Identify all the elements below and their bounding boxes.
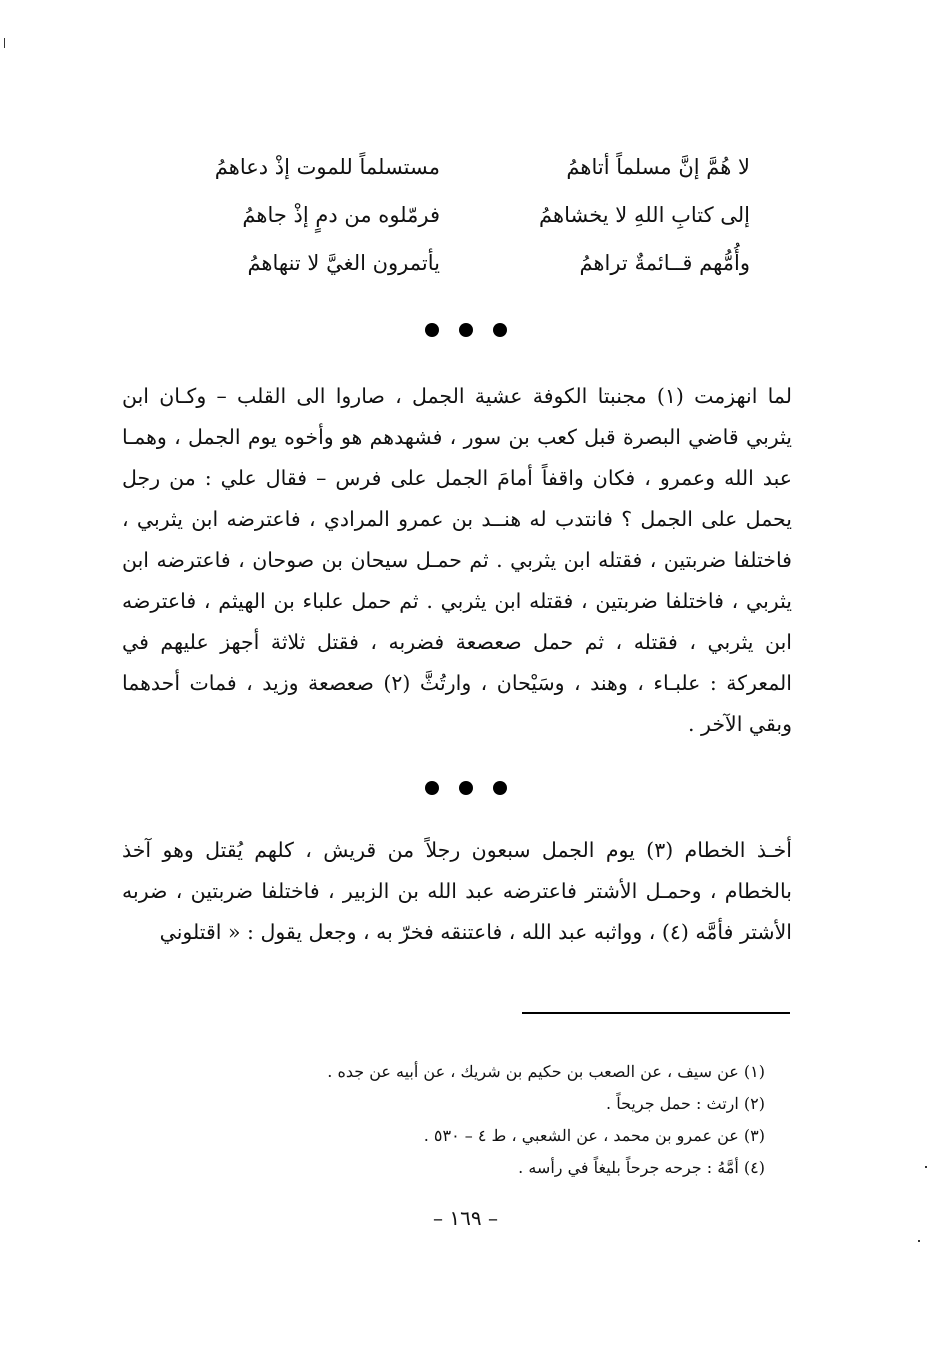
poem-verses: [190, 143, 750, 287]
footnote: (٣) عن عمرو بن محمد ، عن الشعبي ، ط ٤ – ٥٣٠ .: [423, 1126, 765, 1145]
footnote: (٢) ارتث : حمل جريحاً .: [606, 1094, 765, 1113]
footnotes: [240, 1056, 765, 1184]
verse-second-hemistich: فرمّلوه من دمٍ إذْ جاهمُ: [242, 203, 440, 227]
verse-first-hemistich: وأُمُّهم قــائمةٌ تراهمُ: [579, 251, 750, 275]
verse-line: [190, 191, 750, 239]
scan-mark: [4, 38, 5, 48]
verse-second-hemistich: يأتمرون الغيَّ لا تنهاهمُ: [247, 251, 440, 275]
separator-dot: [459, 781, 473, 795]
footnote: (١) عن سيف ، عن الصعب بن حكيم بن شريك ، عن أبيه عن جده .: [327, 1062, 765, 1081]
scan-mark: [925, 1166, 927, 1168]
footnote-divider: [522, 1012, 790, 1014]
paragraph-text: أخـذ الخطام (٣) يوم الجمل سبعون رجلاً من قريش ، كلهم يُقتل وهو آخذ بالخطام ، وحمـل الأشتر فاعترضه عبد الله بن الزبير ، فاختلفا ضربتين ، ضربه الأشتر فأمَّه (٤) ، وواثبه عبد الله ، فاعتنقه فخرّ به ، وجعل يقول : « اقتلوني: [122, 838, 792, 944]
separator-dot: [425, 781, 439, 795]
separator-dot: [425, 323, 439, 337]
separator-dot: [493, 781, 507, 795]
page-number: – ١٦٩ –: [433, 1206, 498, 1230]
verse-first-hemistich: إلى كتابِ اللهِ لا يخشاهمُ: [539, 203, 750, 227]
verse-line: [190, 143, 750, 191]
scan-mark: [918, 1240, 920, 1242]
section-separator: [0, 776, 931, 801]
separator-dot: [493, 323, 507, 337]
paragraph-khitam: [122, 830, 792, 953]
section-separator: [0, 318, 931, 343]
separator-dot: [459, 323, 473, 337]
footnote: (٤) أمَّهُ : جرحه جرحاً بليغاً في رأسه .: [518, 1158, 765, 1177]
verse-line: [190, 239, 750, 287]
verse-second-hemistich: مستسلماً للموت إذْ دعاهمُ: [214, 155, 440, 179]
verse-first-hemistich: لا هُمَّ إنَّ مسلماً أتاهمُ: [566, 155, 750, 179]
paragraph-ibn-yathribi: [122, 376, 792, 745]
paragraph-text: لما انهزمت (١) مجنبتا الكوفة عشية الجمل ، صاروا الى القلب – وكـان ابن يثربي قاضي البصرة قبل كعب بن سور ، فشهدهم هو وأخوه يوم الجمل ، وهمـا عبد الله وعمرو ، فكان واقفاً أمامَ الجمل على فرس – فقال علي : من رجل يحمل على الجمل ؟ فانتدب له هنــد بن عمرو المرادي ، فاعترضه ابن يثربي ، فاختلفا ضربتين ، فقتله ابن يثربي . ثم حمـل سيحان بن صوحان ، فاعترضه ابن يثربي ، فاختلفا ضربتين ، فقتله ابن يثربي . ثم حمل علباء بن الهيثم ، فاعترضه ابن يثربي ، فقتله ، ثم حمل صعصعة فضربه ، فقتل ثلاثة أجهز عليهم في المعركة : علبـاء ، وهند ، وسَيْحان ، وارتُثَّ (٢) صعصعة وزيد ، فمات أحدهما وبقي الآخر .: [122, 384, 792, 736]
